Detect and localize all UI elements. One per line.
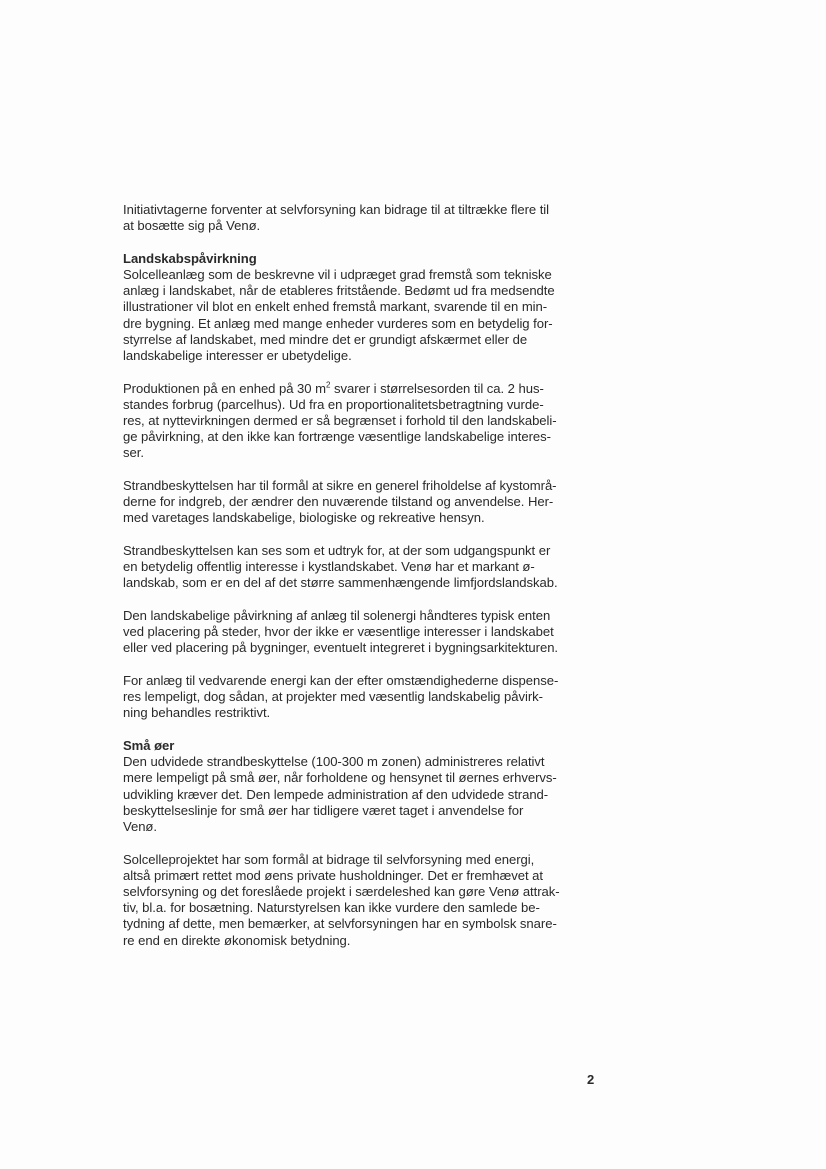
text-fragment: svarer i størrelsesorden til ca. 2 hus- [330,380,544,396]
landskab-paragraph-1 [123,251,598,364]
text-line [123,381,598,397]
text-line: Strandbeskyttelsen kan ses som et udtryk for, at der som udgangspunkt er [123,543,551,559]
section-heading-landskabspaavirkning: Landskabspåvirkning [123,250,257,266]
text-line: ved placering på steder, hvor der ikke er væsentlige interesser i landskabet [123,624,554,640]
text-line: altså primært rettet mod øens private husholdninger. Det er fremhævet at [123,867,543,883]
text-line: med varetages landskabelige, biologiske og rekreative hensyn. [123,510,485,526]
text-line: illustrationer vil blot en enkelt enhed fremstå markant, svarende til en min- [123,299,548,315]
document-body [123,202,598,965]
text-line: tydning af dette, men bemærker, at selvforsyningen har en symbolsk snare- [123,916,557,932]
text-fragment: Produktionen på en enhed på 30 m [123,380,326,396]
text-line: mere lempeligt på små øer, når forholdene og hensynet til øernes erhvervs- [123,770,557,786]
landskab-paragraph-5 [123,608,598,657]
text-line: res lempeligt, dog sådan, at projekter med væsentlig landskabelig påvirk- [123,689,543,705]
text-line: Initiativtagerne forventer at selvforsyning kan bidrage til at tiltrække flere til [123,202,550,217]
smaa-oeer-paragraph-1 [123,738,598,835]
text-line: ge påvirkning, at den ikke kan fortrænge væsentlige landskabelige interes- [123,429,551,445]
text-line: Strandbeskyttelsen har til formål at sikre en generel friholdelse af kystområ- [123,478,557,494]
text-line: ser. [123,445,144,461]
text-line: res, at nyttevirkningen dermed er så begrænset i forhold til den landskabeli- [123,413,557,429]
text-line: Solcelleprojektet har som formål at bidrage til selvforsyning med energi, [123,851,535,867]
text-line: beskyttelseslinje for små øer har tidligere været taget i anvendelse for [123,802,524,818]
text-line: landskabelige interesser er ubetydelige. [123,348,352,364]
superscript: 2 [325,380,331,390]
text-line: selvforsyning og det foreslåede projekt i særdeleshed kan gøre Venø attrak- [123,884,560,900]
landskab-paragraph-6 [123,673,598,722]
text-line: styrrelse af landskabet, med mindre det er grundigt afskærmet eller de [123,331,528,347]
text-line: re end en direkte økonomisk betydning. [123,932,351,948]
text-line: at bosætte sig på Venø. [123,218,261,234]
text-line: derne for indgreb, der ændrer den nuværende tilstand og anvendelse. Her- [123,494,554,510]
smaa-oeer-paragraph-2 [123,852,598,949]
text-line: dre bygning. Et anlæg med mange enheder vurderes som en betydelig for- [123,315,553,331]
landskab-paragraph-2 [123,381,598,462]
text-line: Solcelleanlæg som de beskrevne vil i udpræget grad fremstå som tekniske [123,267,552,282]
page-number: 2 [587,1072,595,1087]
text-line: anlæg i landskabet, når de etableres fritstående. Bedømt ud fra medsendte [123,283,555,299]
text-line: udvikling kræver det. Den lempede administration af den udvidede strand- [123,786,549,802]
text-line: Den udvidede strandbeskyttelse (100-300 m zonen) administreres relativt [123,754,545,770]
text-line: Den landskabelige påvirkning af anlæg til solenergi håndteres typisk enten [123,608,551,624]
text-line: ning behandles restriktivt. [123,705,271,721]
text-line: tiv, bl.a. for bosætning. Naturstyrelsen kan ikke vurdere den samlede be- [123,900,540,916]
text-line: landskab, som er en del af det større sammenhængende limfjordslandskab. [123,575,558,591]
section-heading-smaa-oeer: Små øer [123,738,175,754]
landskab-paragraph-4 [123,543,598,592]
text-line: standes forbrug (parcelhus). Ud fra en proportionalitetsbetragtning vurde- [123,396,544,412]
text-line: eller ved placering på bygninger, eventuelt integreret i bygningsarkitekturen. [123,640,559,656]
intro-paragraph [123,202,598,234]
text-line: For anlæg til vedvarende energi kan der efter omstændighederne dispense- [123,673,559,689]
landskab-paragraph-3 [123,478,598,527]
text-line: en betydelig offentlig interesse i kystlandskabet. Venø har et markant ø- [123,559,535,575]
text-line: Venø. [123,819,157,835]
